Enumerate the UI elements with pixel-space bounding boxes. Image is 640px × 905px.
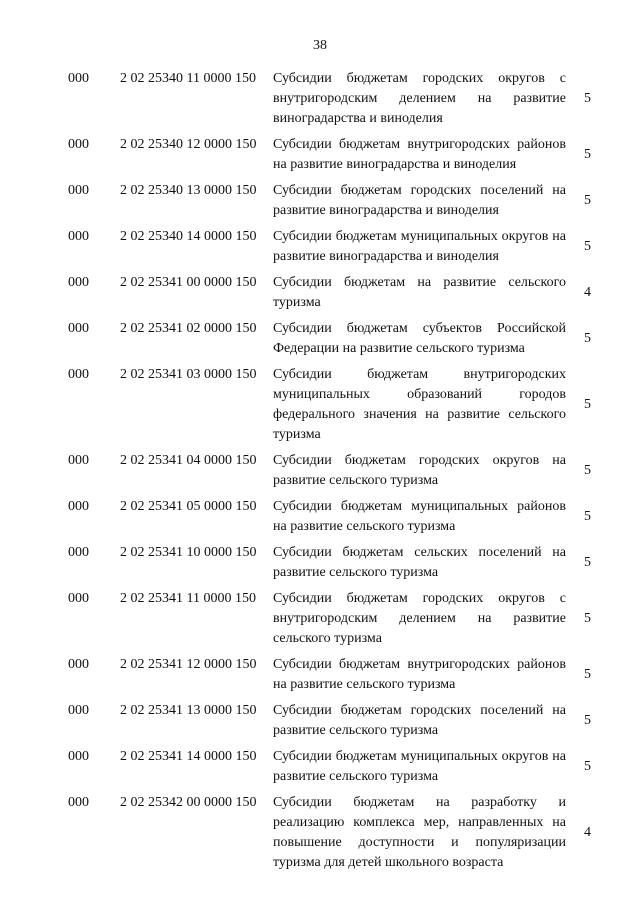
budget-code: 2 02 25341 11 0000 150 <box>120 591 256 606</box>
admin-code: 000 <box>68 657 89 672</box>
admin-code: 000 <box>68 703 89 718</box>
admin-code: 000 <box>68 321 89 336</box>
table-row <box>0 135 640 175</box>
row-description: Субсидии бюджетам внутригородских районов на развитие виноградарства и виноделия <box>273 137 566 172</box>
admin-code: 000 <box>68 367 89 382</box>
table-row <box>0 747 640 787</box>
budget-code: 2 02 25341 02 0000 150 <box>120 321 257 336</box>
row-description: Субсидии бюджетам внутригородских районов на развитие сельского туризма <box>273 657 566 692</box>
row-description: Субсидии бюджетам городских поселений на развитие виноградарства и виноделия <box>273 183 566 218</box>
budget-code: 2 02 25340 11 0000 150 <box>120 71 256 86</box>
table-row <box>0 497 640 537</box>
admin-code: 000 <box>68 275 89 290</box>
row-description: Субсидии бюджетам городских округов с внутригородским делением на развитие сельского туризма <box>273 591 566 646</box>
row-description: Субсидии бюджетам сельских поселений на развитие сельского туризма <box>273 545 566 580</box>
row-value: 5 <box>584 611 591 626</box>
row-value: 5 <box>584 239 591 254</box>
budget-code: 2 02 25341 14 0000 150 <box>120 749 257 764</box>
row-value: 5 <box>584 759 591 774</box>
table-row <box>0 451 640 491</box>
table-row <box>0 655 640 695</box>
row-value: 4 <box>584 285 591 300</box>
row-description: Субсидии бюджетам субъектов Российской Федерации на развитие сельского туризма <box>273 321 566 356</box>
table-row <box>0 701 640 741</box>
budget-code: 2 02 25341 10 0000 150 <box>120 545 257 560</box>
row-value: 5 <box>584 397 591 412</box>
row-description: Субсидии бюджетам на развитие сельского туризма <box>273 275 566 310</box>
budget-code: 2 02 25340 13 0000 150 <box>120 183 257 198</box>
row-value: 5 <box>584 509 591 524</box>
budget-code: 2 02 25341 13 0000 150 <box>120 703 257 718</box>
row-value: 5 <box>584 667 591 682</box>
admin-code: 000 <box>68 749 89 764</box>
budget-code: 2 02 25340 12 0000 150 <box>120 137 257 152</box>
row-value: 5 <box>584 713 591 728</box>
table-row <box>0 793 640 873</box>
table-row <box>0 273 640 313</box>
budget-code: 2 02 25341 00 0000 150 <box>120 275 257 290</box>
row-value: 5 <box>584 555 591 570</box>
row-value: 5 <box>584 331 591 346</box>
admin-code: 000 <box>68 545 89 560</box>
table-row <box>0 589 640 649</box>
page-number: 38 <box>313 38 327 53</box>
row-description: Субсидии бюджетам муниципальных районов на развитие сельского туризма <box>273 499 566 534</box>
table-row <box>0 181 640 221</box>
row-description: Субсидии бюджетам внутригородских муниципальных образований городов федерального значения на развитие сельского туризма <box>273 367 566 442</box>
row-description: Субсидии бюджетам муниципальных округов на развитие виноградарства и виноделия <box>273 229 566 264</box>
row-description: Субсидии бюджетам муниципальных округов на развитие сельского туризма <box>273 749 566 784</box>
budget-code: 2 02 25341 04 0000 150 <box>120 453 257 468</box>
admin-code: 000 <box>68 499 89 514</box>
budget-code: 2 02 25341 03 0000 150 <box>120 367 257 382</box>
budget-code: 2 02 25340 14 0000 150 <box>120 229 257 244</box>
row-value: 5 <box>584 193 591 208</box>
table-row <box>0 543 640 583</box>
table-row <box>0 69 640 129</box>
admin-code: 000 <box>68 183 89 198</box>
admin-code: 000 <box>68 229 89 244</box>
row-value: 4 <box>584 825 591 840</box>
budget-code: 2 02 25341 12 0000 150 <box>120 657 257 672</box>
budget-code: 2 02 25342 00 0000 150 <box>120 795 257 810</box>
row-description: Субсидии бюджетам городских округов на развитие сельского туризма <box>273 453 566 488</box>
admin-code: 000 <box>68 795 89 810</box>
row-description: Субсидии бюджетам городских округов с внутригородским делением на развитие виноградарства и виноделия <box>273 71 566 126</box>
table-row <box>0 365 640 445</box>
admin-code: 000 <box>68 453 89 468</box>
admin-code: 000 <box>68 137 89 152</box>
row-description: Субсидии бюджетам городских поселений на развитие сельского туризма <box>273 703 566 738</box>
row-value: 5 <box>584 91 591 106</box>
admin-code: 000 <box>68 591 89 606</box>
table-row <box>0 227 640 267</box>
row-value: 5 <box>584 463 591 478</box>
budget-code: 2 02 25341 05 0000 150 <box>120 499 257 514</box>
row-description: Субсидии бюджетам на разработку и реализацию комплекса мер, направленных на повышение доступности и популяризации туризма для детей школьного возраста <box>273 795 566 870</box>
row-value: 5 <box>584 147 591 162</box>
admin-code: 000 <box>68 71 89 86</box>
table-row <box>0 319 640 359</box>
code-table <box>0 69 640 879</box>
